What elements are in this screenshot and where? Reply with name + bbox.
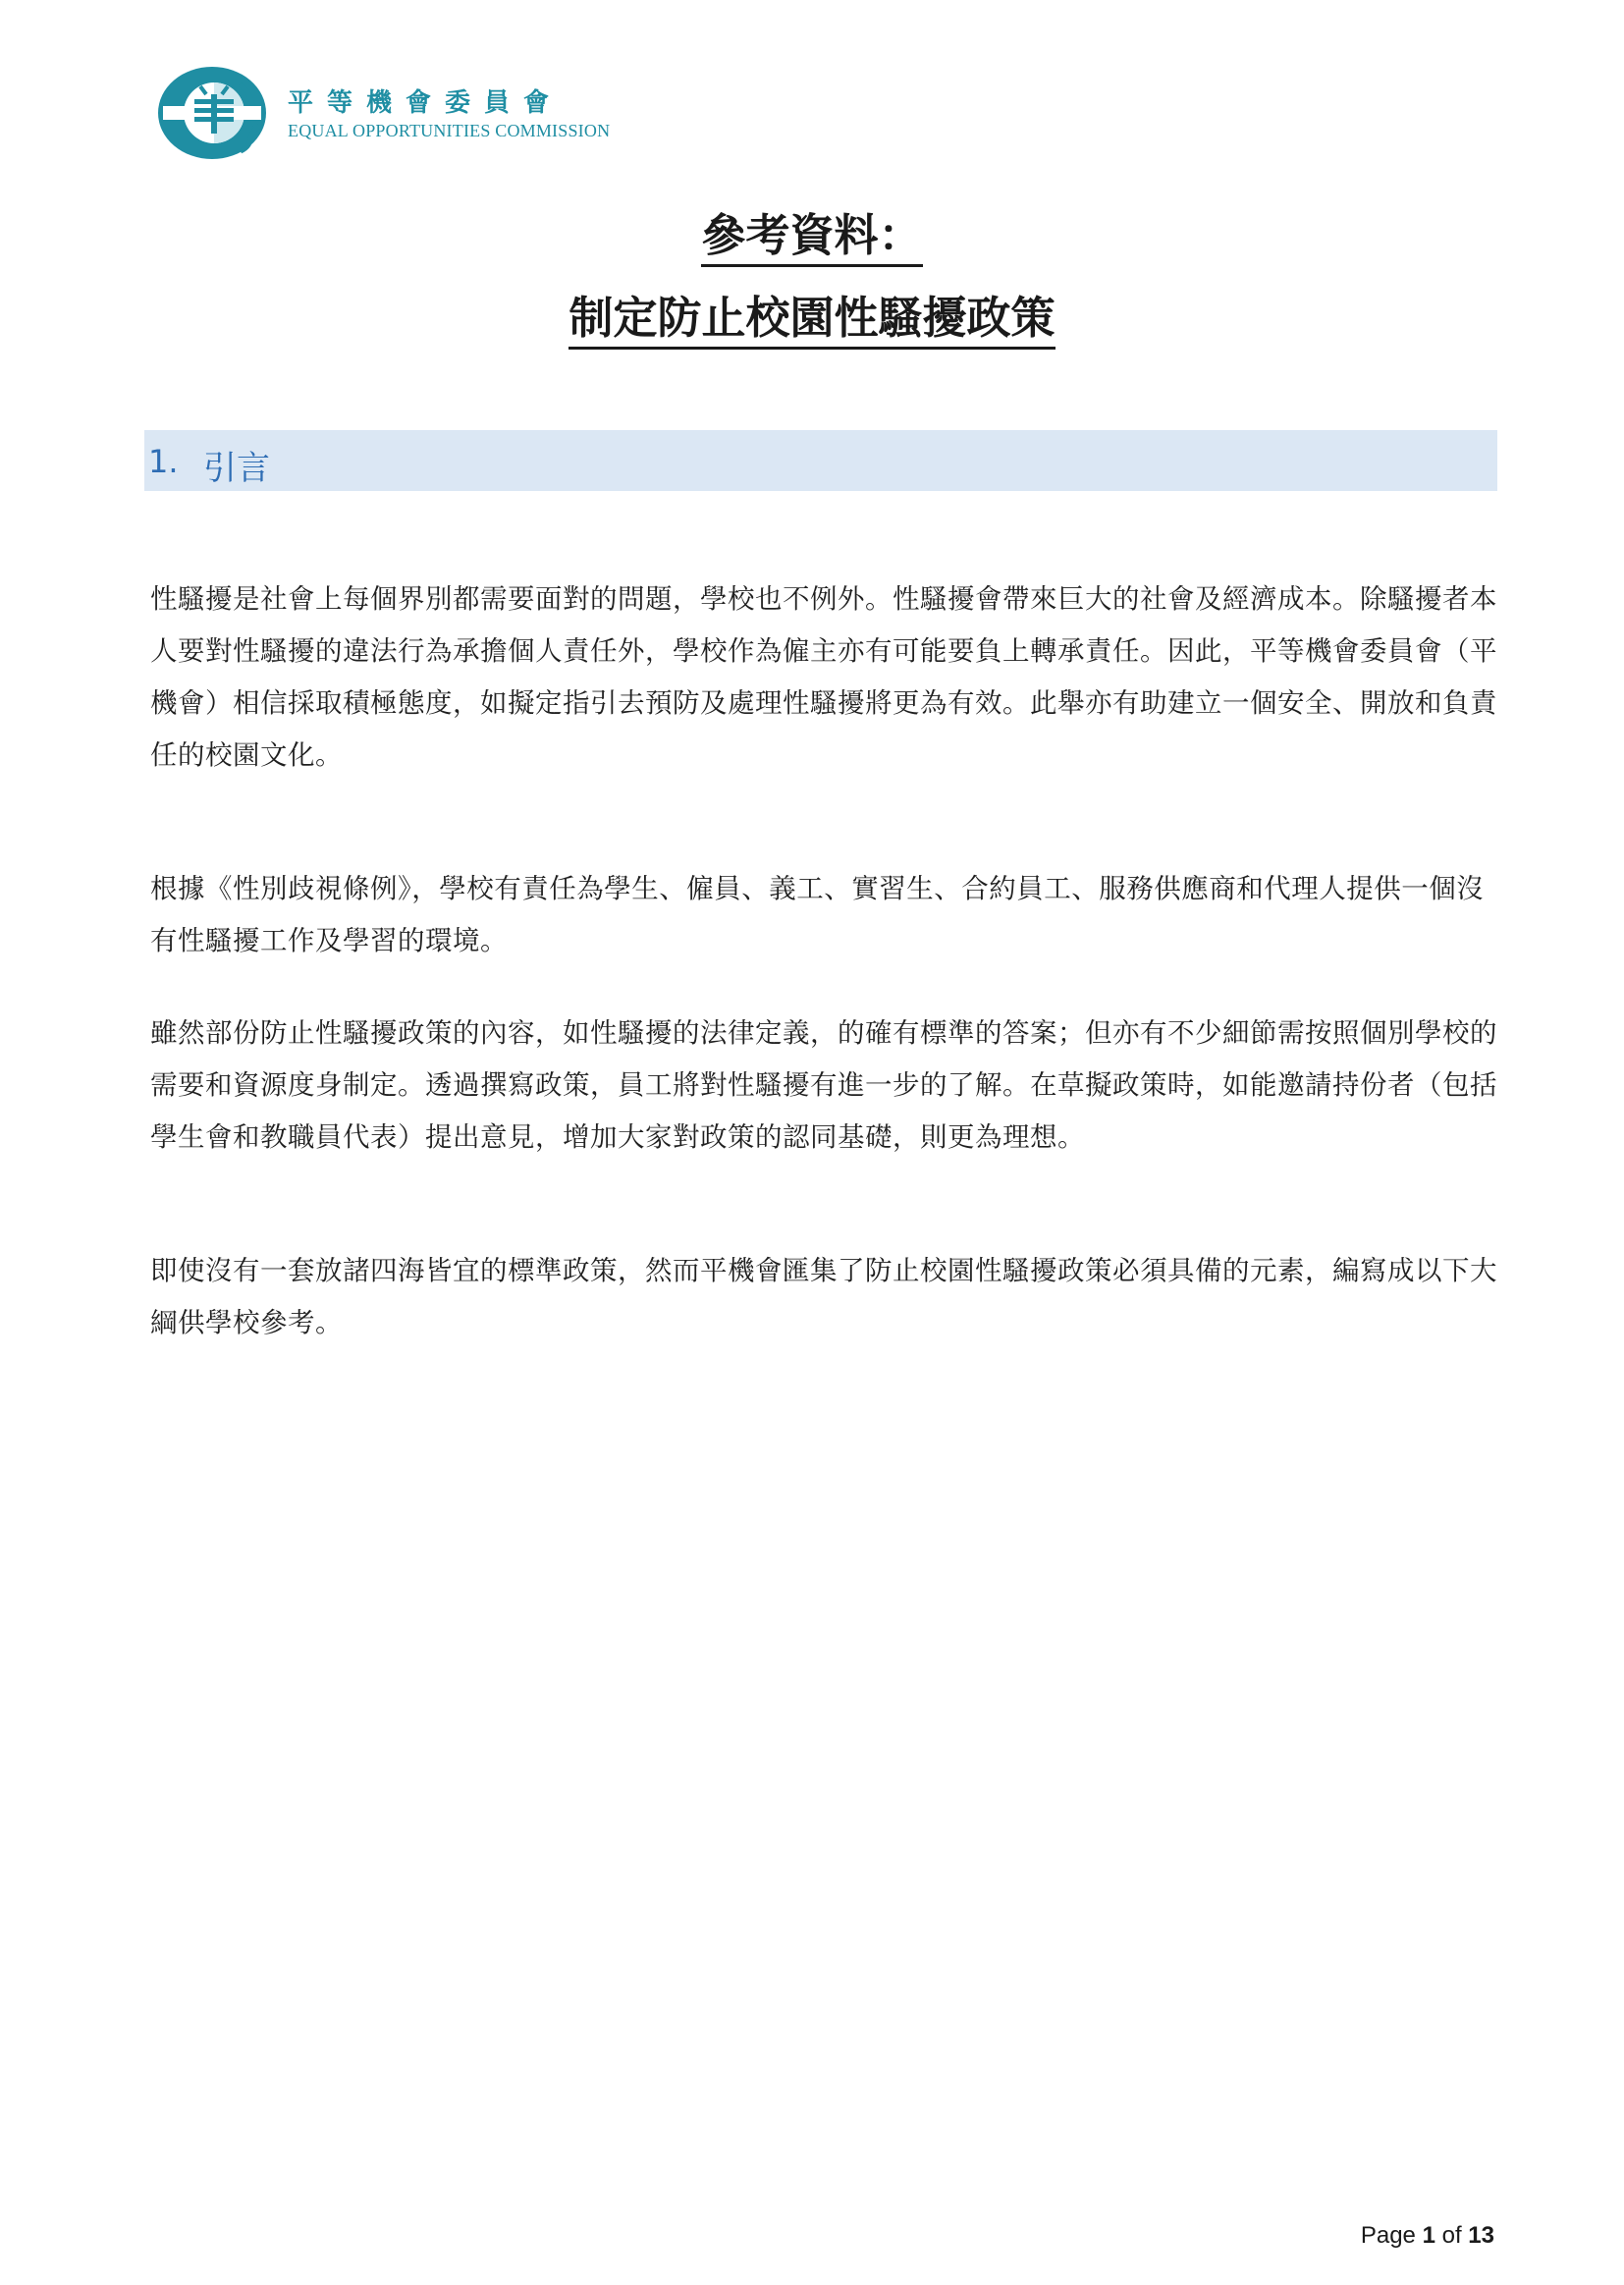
section-heading-introduction	[144, 430, 1497, 491]
page-of: of	[1441, 2222, 1462, 2249]
title-line-1-wrapper	[0, 209, 1624, 267]
paragraph-4: 即使沒有一套放諸四海皆宜的標準政策，然而平機會匯集了防止校園性騷擾政策必須具備的元素，編寫成以下大綱供學校參考。	[150, 1255, 1497, 1338]
eoc-name-chinese: 平等機會委員會	[288, 88, 564, 118]
paragraph-1: 性騷擾是社會上每個界別都需要面對的問題，學校也不例外。性騷擾會帶來巨大的社會及經濟成本。除騷擾者本人要對性騷擾的違法行為承擔個人責任外，學校作為僱主亦有可能要負上轉承責任。因此，平等機會委員會（平機會）相信採取積極態度，如擬定指引去預防及處理性騷擾將更為有效。此舉亦有助建立一個安全、開放和負責任的校園文化。	[150, 583, 1497, 771]
page-number	[1361, 2222, 1494, 2250]
page-label: Page	[1360, 2222, 1416, 2249]
eoc-emblem-icon	[157, 65, 273, 161]
title-line-2-wrapper	[0, 292, 1624, 350]
paragraph-2: 根據《性別歧視條例》，學校有責任為學生、僱員、義工、實習生、合約員工、服務供應商和代理人提供一個沒有性騷擾工作及學習的環境。	[150, 873, 1485, 956]
document-title-line-2: 制定防止校園性騷擾政策	[568, 292, 1055, 350]
section-number: 1.	[148, 443, 179, 480]
eoc-logo	[157, 65, 609, 163]
paragraph-3: 雖然部份防止性騷擾政策的內容，如性騷擾的法律定義，的確有標準的答案；但亦有不少細節需按照個別學校的需要和資源度身制定。透過撰寫政策，員工將對性騷擾有進一步的了解。在草擬政策時，如能邀請持份者（包括學生會和教職員代表）提出意見，增加大家對政策的認同基礎，則更為理想。	[150, 1017, 1497, 1153]
page-current: 1	[1422, 2222, 1435, 2249]
page-total: 13	[1468, 2222, 1494, 2249]
eoc-name-english: EQUAL OPPORTUNITIES COMMISSION	[288, 121, 611, 140]
section-title: 引言	[203, 449, 270, 488]
document-title-line-1: 參考資料：	[701, 209, 922, 267]
